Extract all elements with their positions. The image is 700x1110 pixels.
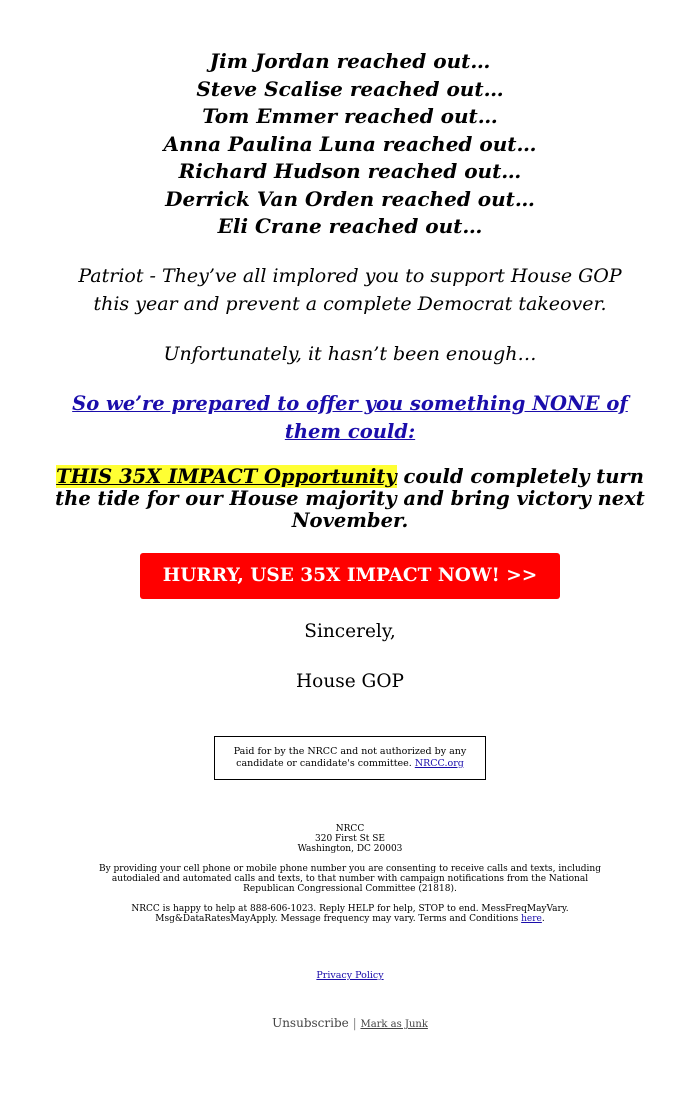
not-enough-paragraph: Unfortunately, it hasn’t been enough… xyxy=(163,343,537,365)
implored-paragraph: Patriot - They’ve all implored you to support House GOP this year and prevent a complete Democrat takeover. xyxy=(78,265,622,315)
terms-link[interactable]: here xyxy=(521,914,542,924)
unsubscribe-separator: | xyxy=(352,1016,357,1030)
footer-street: 320 First St SE xyxy=(315,834,385,844)
mark-as-junk-link[interactable]: Mark as Junk xyxy=(360,1019,428,1030)
reached-out-line: Eli Crane reached out… xyxy=(217,214,483,238)
reached-out-line: Anna Paulina Luna reached out… xyxy=(163,131,537,156)
reached-out-line: Jim Jordan reached out… xyxy=(209,49,491,73)
footer-help xyxy=(90,904,610,924)
footer-help-text: NRCC is happy to help at 888-606-1023. Reply HELP for help, STOP to end. MessFreqMayVary. Msg&DataRatesMayApply. Message frequency may vary. Terms and Conditions xyxy=(131,904,569,924)
reached-out-list xyxy=(0,48,700,241)
footer-city: Washington, DC 20003 xyxy=(297,844,403,854)
footer-help-end: . xyxy=(541,914,545,924)
disclaimer-text: Paid for by the NRCC and not authorized by any candidate or candidate's committee. xyxy=(233,746,467,769)
impact-text: could completely turn the tide for our House majority and bring victory next November. xyxy=(55,465,645,532)
reached-out-line: Derrick Van Orden reached out… xyxy=(165,186,535,211)
nrcc-link[interactable]: NRCC.org xyxy=(414,757,464,769)
footer-org: NRCC xyxy=(335,824,365,834)
reached-out-line: Richard Hudson reached out… xyxy=(178,159,522,183)
cta-button[interactable]: HURRY, USE 35X IMPACT NOW! >> xyxy=(140,553,560,599)
paid-for-disclaimer xyxy=(214,736,486,780)
unsubscribe-row xyxy=(0,1016,700,1032)
reached-out-line: Steve Scalise reached out… xyxy=(196,76,504,101)
footer-consent: By providing your cell phone or mobile phone number you are consenting to receive calls and texts, including autodialed and automated calls and texts, to that number with campaign notifications from the National Republican Congressional Committee (21818). xyxy=(98,864,601,894)
offer-link[interactable]: So we’re prepared to offer you something NONE of them could: xyxy=(72,392,628,443)
closing-sincerely: Sincerely, xyxy=(304,621,396,642)
impact-highlight-link[interactable]: THIS 35X IMPACT Opportunity xyxy=(56,465,397,488)
offer-paragraph xyxy=(70,390,630,446)
reached-out-line: Tom Emmer reached out… xyxy=(202,104,498,128)
privacy-policy-link[interactable]: Privacy Policy xyxy=(316,970,384,981)
unsubscribe-link[interactable]: Unsubscribe xyxy=(272,1016,349,1030)
privacy-row xyxy=(0,970,700,981)
impact-paragraph xyxy=(55,466,645,532)
closing-signature: House GOP xyxy=(296,671,404,692)
footer-address xyxy=(90,824,610,854)
